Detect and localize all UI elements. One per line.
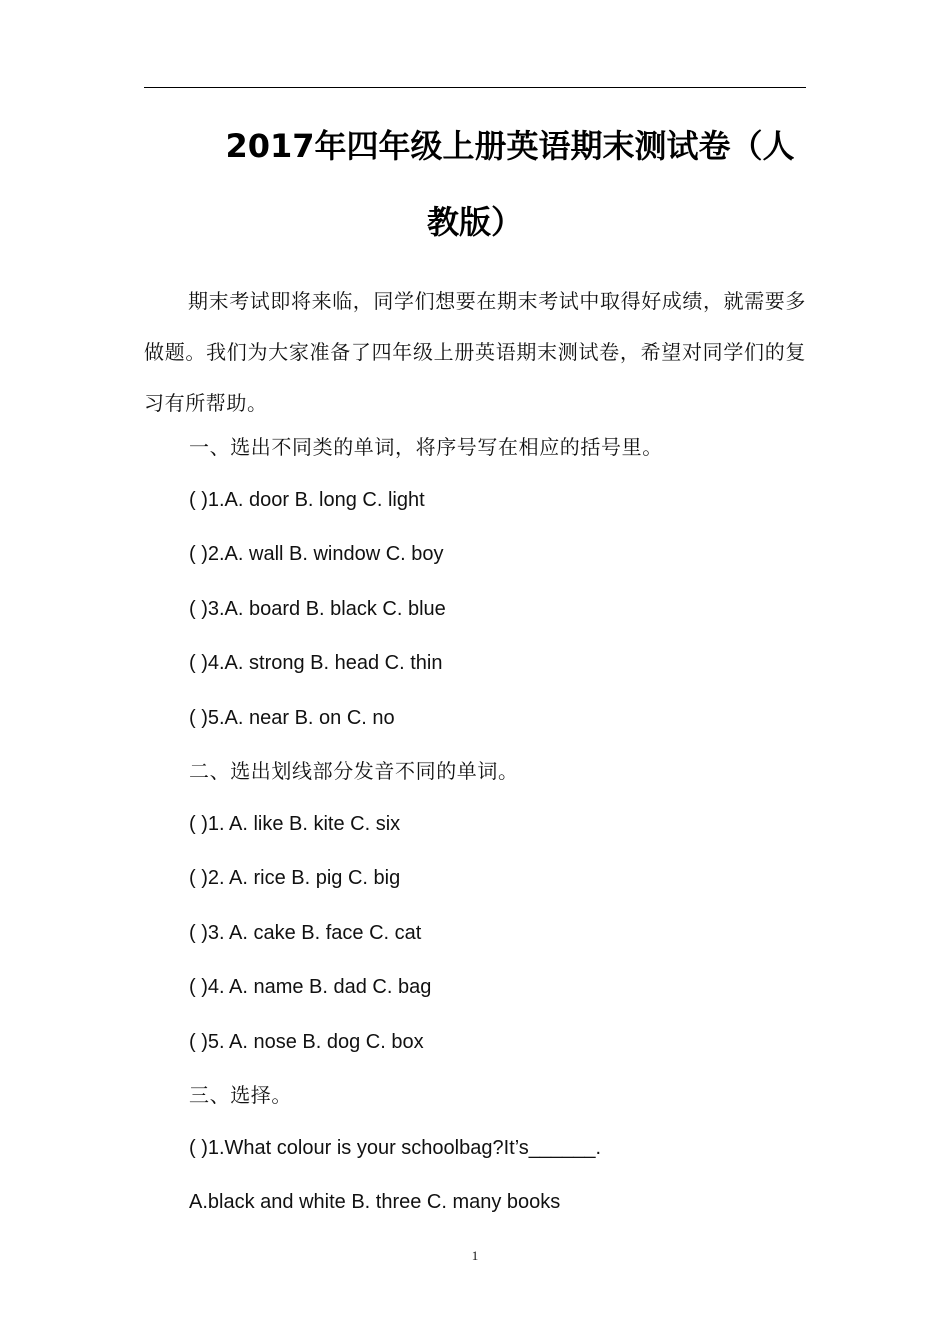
section2-item-2: ( )2. A. rice B. pig C. big [189, 867, 401, 889]
section1-item-1: ( )1.A. door B. long C. light [189, 489, 425, 511]
section2-heading: 二、选出划线部分发音不同的单词。 [189, 759, 519, 783]
section1-heading: 一、选出不同类的单词，将序号写在相应的括号里。 [189, 435, 663, 459]
section2-item-4: ( )4. A. name B. dad C. bag [189, 976, 432, 998]
section1-item-4: ( )4.A. strong B. head C. thin [189, 652, 443, 674]
section3-options-1: A.black and white B. three C. many books [189, 1191, 561, 1213]
section3-heading: 三、选择。 [189, 1083, 292, 1107]
section2-item-1: ( )1. A. like B. kite C. six [189, 813, 401, 835]
section1-item-2: ( )2.A. wall B. window C. boy [189, 543, 444, 565]
section1-item-5: ( )5.A. near B. on C. no [189, 707, 395, 729]
section2-item-3: ( )3. A. cake B. face C. cat [189, 922, 422, 944]
document-title-line-1: 2017年四年级上册英语期末测试卷（人 [225, 127, 795, 165]
document-title-line-2: 教版） [426, 203, 523, 241]
section2-item-5: ( )5. A. nose B. dog C. box [189, 1031, 424, 1053]
page-number: 1 [471, 1248, 479, 1263]
section3-question-1: ( )1.What colour is your schoolbag?It’s______. [189, 1137, 602, 1159]
header-rule [144, 87, 806, 88]
section1-item-3: ( )3.A. board B. black C. blue [189, 598, 446, 620]
intro-paragraph: 期末考试即将来临，同学们想要在期末考试中取得好成绩，就需要多做题。我们为大家准备了四年级上册英语期末测试卷，希望对同学们的复习有所帮助。 [144, 289, 806, 415]
